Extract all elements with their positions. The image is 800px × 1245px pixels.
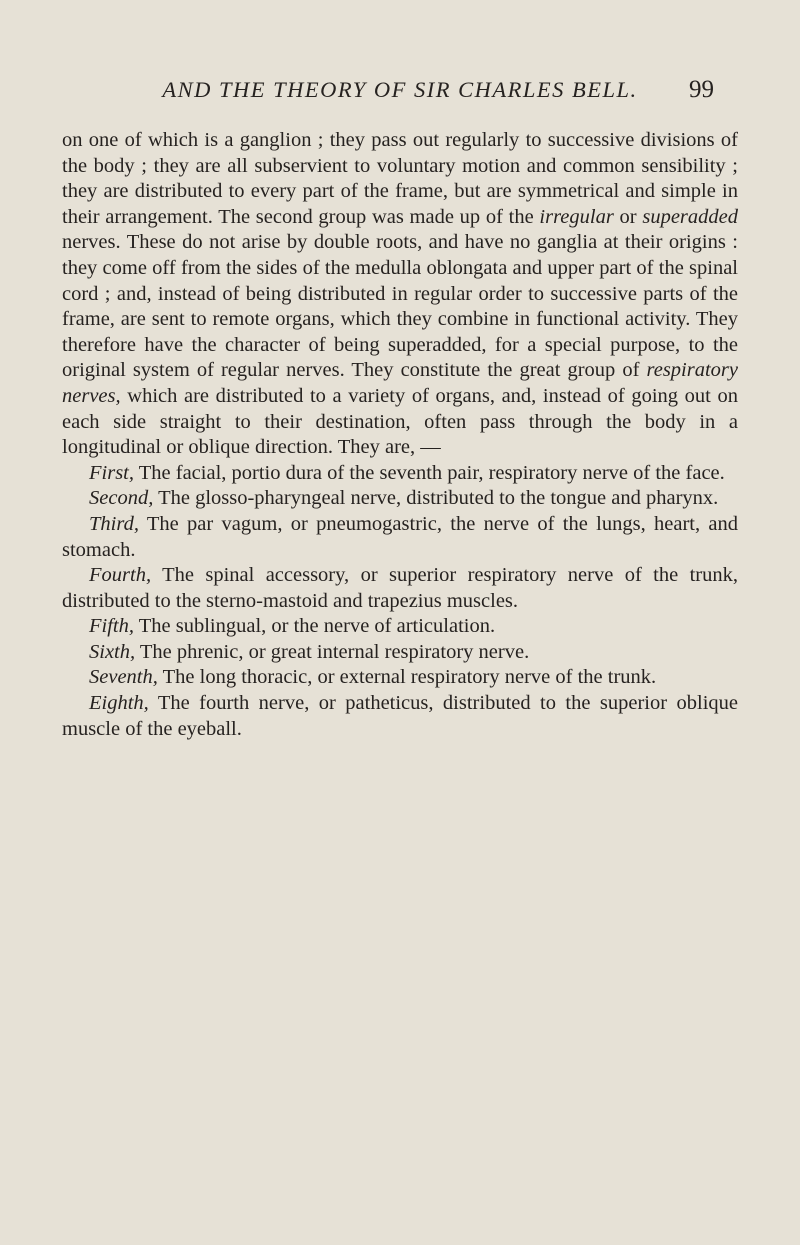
nerve-ordinal: Fifth, [89, 615, 134, 638]
nerve-list-item [62, 691, 738, 742]
nerve-ordinal: Seventh, [89, 666, 158, 689]
paragraph-text: nerves. These do not arise by double roots, and have no ganglia at their origins : they come off from the sides of the medulla oblongata and upper part of the spinal cord ; and, instead of being distributed in regular order to successive parts of the frame, are sent to remote organs, which they combine in functional activity. They therefore have the character of being superadded, for a special purpose, to the original system of regular nerves. They constitute the great group of [62, 231, 738, 382]
running-head-title: AND THE THEORY OF SIR CHARLES BELL. [162, 77, 638, 102]
italic-term-irregular: irregular [539, 205, 614, 228]
paragraph-text: on one of which is a ganglion ; they pass out regularly to successive divisions of the body ; they are all subservient to voluntary motion and common sensibility ; they are distributed to every part of the frame, but are symmetrical and simple in their arrangement. The second group was made up of the [62, 129, 738, 228]
nerve-ordinal: Sixth, [89, 640, 136, 663]
nerve-description: The spinal accessory, or superior respiratory nerve of the trunk, distributed to the sterno-mastoid and trapezius muscles. [62, 564, 738, 612]
page-number: 99 [689, 76, 714, 103]
nerve-list-item [62, 563, 738, 614]
nerve-list-item [62, 461, 738, 487]
nerve-description: The sublingual, or the nerve of articulation. [133, 615, 496, 638]
nerve-ordinal: Second, [89, 487, 154, 510]
italic-term-superadded: superadded [642, 205, 739, 228]
nerve-ordinal: Third, [89, 512, 139, 535]
nerve-list-item [62, 486, 738, 512]
body-text [62, 128, 738, 742]
nerve-ordinal: First, [89, 461, 134, 484]
nerve-description: The facial, portio dura of the seventh pair, respiratory nerve of the face. [134, 461, 725, 484]
nerve-list-item [62, 640, 738, 666]
paragraph-text: which are distributed to a variety of organs, and, instead of going out on each side straight to their destination, often pass through the body in a longitudinal or oblique direction. They are, — [62, 384, 738, 459]
nerve-list-item [62, 665, 738, 691]
nerve-description: The par vagum, or pneumogastric, the nerve of the lungs, heart, and stomach. [62, 512, 738, 561]
nerve-ordinal: Fourth, [89, 564, 152, 587]
nerve-description: The phrenic, or great internal respiratory nerve. [135, 640, 530, 663]
running-head [60, 72, 740, 108]
paragraph-text: or [613, 205, 643, 228]
nerve-description: The fourth nerve, or patheticus, distributed to the superior oblique muscle of the eyeball. [62, 692, 738, 740]
nerve-description: The glosso-pharyngeal nerve, distributed to the tongue and pharynx. [153, 487, 719, 510]
nerve-list-item [62, 614, 738, 640]
italic-term-respiratory-nerves: respiratory nerves, [62, 359, 738, 407]
nerve-description: The long thoracic, or external respiratory nerve of the trunk. [157, 666, 657, 689]
opening-paragraph [62, 128, 738, 461]
nerve-list-item [62, 512, 738, 563]
nerve-ordinal: Eighth, [89, 692, 149, 715]
